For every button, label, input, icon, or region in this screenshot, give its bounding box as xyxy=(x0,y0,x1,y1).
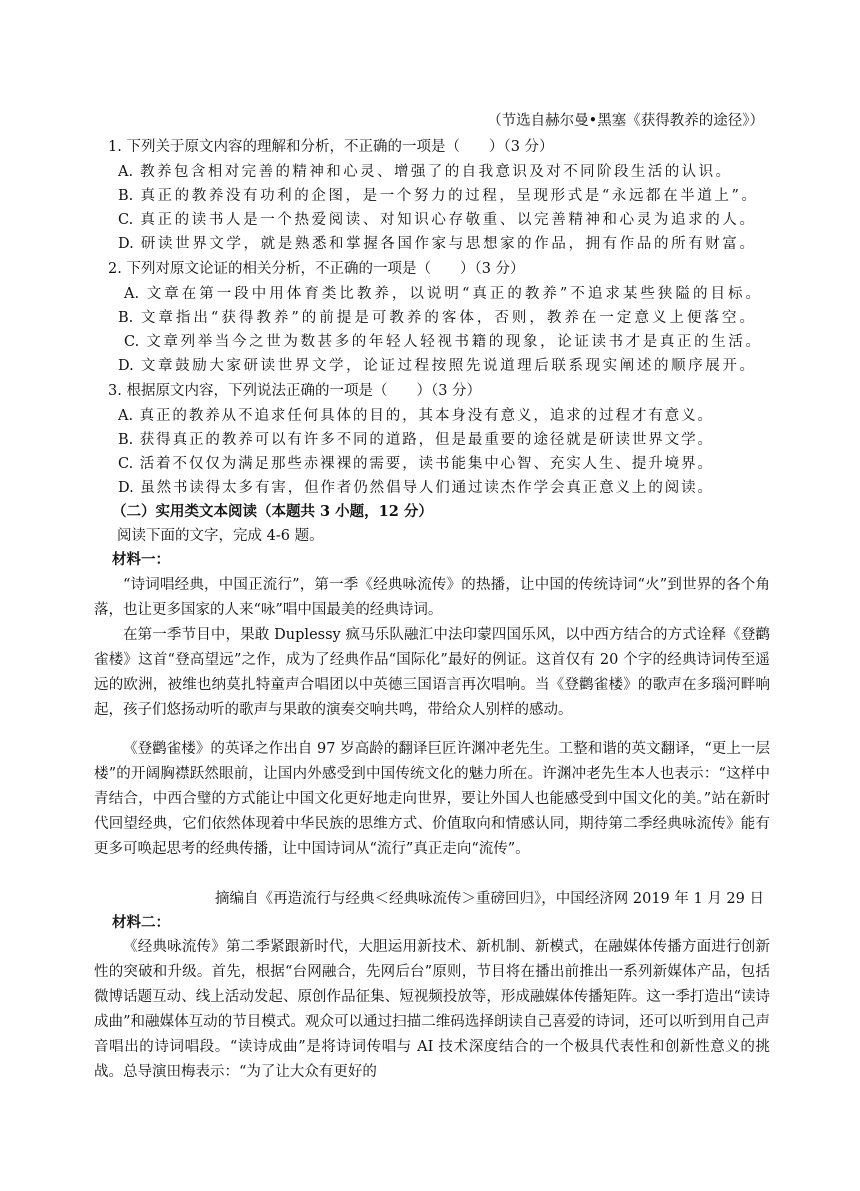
material-2-paragraph-1: 《经典咏流传》第二季紧跟新时代，大胆运用新技术、新机制、新模式，在融媒体传播方面进行创新性的突破和升级。首先，根据“台网融合，先网后台”原则，节目将在播出前推出一系列新媒体产品，包括微博话题互动、线上活动发起、原创作品征集、短视频投放等，形成融媒体传播矩阵。这一季打造出“读诗成曲”和融媒体互动的节目模式。观众可以通过扫描二维码选择朗读自己喜爱的诗词，还可以听到用自己声音唱出的诗词唱段。“读诗成曲”是将诗词传唱与 AI 技术深度结合的一个极具代表性和创新性意义的挑战。总导演田梅表示：“为了让大众有更好的 xyxy=(94,939,770,1080)
material-1-paragraph-1: “诗词唱经典，中国正流行”，第一季《经典咏流传》的热播，让中国的传统诗词“火”到世界的各个角落，也让更多国家的人来“咏”唱中国最美的经典诗词。 xyxy=(94,577,770,618)
question-3-stem: 3. 根据原文内容，下列说法正确的一项是（ ）（3 分） xyxy=(108,383,482,399)
material-1-citation: 摘编自《再造流行与经典＜经典咏流传＞重磅回归》，中国经济网 2019 年 1 月 29 日 xyxy=(215,891,764,907)
question-1-option-b: B. 真正的教养没有功利的企图，是一个努力的过程，呈现形式是“永远都在半道上”。 xyxy=(118,188,756,204)
material-1-label: 材料一： xyxy=(112,551,170,568)
question-1-option-d: D. 研读世界文学，就是熟悉和掌握各国作家与思想家的作品，拥有作品的所有财富。 xyxy=(118,236,754,252)
question-1-stem: 1. 下列关于原文内容的理解和分析，不正确的一项是（ ）（3 分） xyxy=(108,139,554,155)
section-instruction: 阅读下面的文字，完成 4-6 题。 xyxy=(117,528,324,544)
question-2-stem: 2. 下列对原文论证的相关分析，不正确的一项是（ ）（3 分） xyxy=(108,261,525,277)
question-2-option-a: A. 文章在第一段中用体育类比教养，以说明“真正的教养”不追求某些狭隘的目标。 xyxy=(124,286,760,302)
question-3-option-c: C. 活着不仅仅为满足那些赤裸裸的需要，读书能集中心智、充实人生、提升境界。 xyxy=(118,456,712,472)
question-1-option-a: A. 教养包含相对完善的精神和心灵、增强了的自我意识及对不同阶段生活的认识。 xyxy=(118,164,730,180)
question-3-option-b: B. 获得真正的教养可以有许多不同的道路，但是最重要的途径就是研读世界文学。 xyxy=(118,432,712,448)
section-heading: （二）实用类文本阅读（本题共 3 小题，12 分） xyxy=(112,503,433,520)
question-1-option-c: C. 真正的读书人是一个热爱阅读、对知识心存敬重、以完善精神和心灵为追求的人。 xyxy=(118,212,754,228)
question-2-option-c: C. 文章列举当今之世为数甚多的年轻人轻视书籍的现象，论证读书才是真正的生活。 xyxy=(124,334,760,350)
source-line: （节选自赫尔曼•黑塞《获得教养的途径》） xyxy=(487,113,764,129)
question-2-option-b: B. 文章指出“获得教养”的前提是可教养的客体，否则，教养在一定意义上便落空。 xyxy=(118,310,754,326)
material-1-paragraph-3: 《登鹳雀楼》的英译之作出自 97 岁高龄的翻译巨匠许渊冲老先生。工整和谐的英文翻译，“更上一层楼”的开阔胸襟跃然眼前，让国内外感受到中国传统文化的魅力所在。许渊冲老先生本人也表示：“这样中青结合，中西合璧的方式能让中国文化更好地走向世界，要让外国人也能感受到中国文化的美。”站在新时代回望经典，它们依然体现着中华民族的思维方式、价值取向和情感认同，期待第二季经典咏流传》能有更多可唤起思考的经典传播，让中国诗词从“流行”真正走向“流传”。 xyxy=(94,741,770,857)
question-3-option-d: D. 虽然书读得太多有害，但作者仍然倡导人们通过读杰作学会真正意义上的阅读。 xyxy=(118,480,712,496)
material-1-paragraph-2: 在第一季节目中，果敢 Duplessy 疯马乐队融汇中法印蒙四国乐风，以中西方结合的方式诠释《登鹳雀楼》这首“登高望远”之作，成为了经典作品“国际化”最好的例证。这首仅有 20 个字的经典诗词传至遥远的欧洲，被维也纳莫扎特童声合唱团以中英德三国语言再次唱响。当《登鹳雀楼》的歌声在多瑙河畔响起，孩子们悠扬动听的歌声与果敢的演奏交响共鸣，带给众人别样的感动。 xyxy=(94,627,770,718)
question-2-option-d: D. 文章鼓励大家研读世界文学，论证过程按照先说道理后联系现实阐述的顺序展开。 xyxy=(118,358,754,374)
material-2-label: 材料二： xyxy=(112,914,170,931)
question-3-option-a: A. 真正的教养从不追求任何具体的目的，其本身没有意义，追求的过程才有意义。 xyxy=(118,408,712,424)
